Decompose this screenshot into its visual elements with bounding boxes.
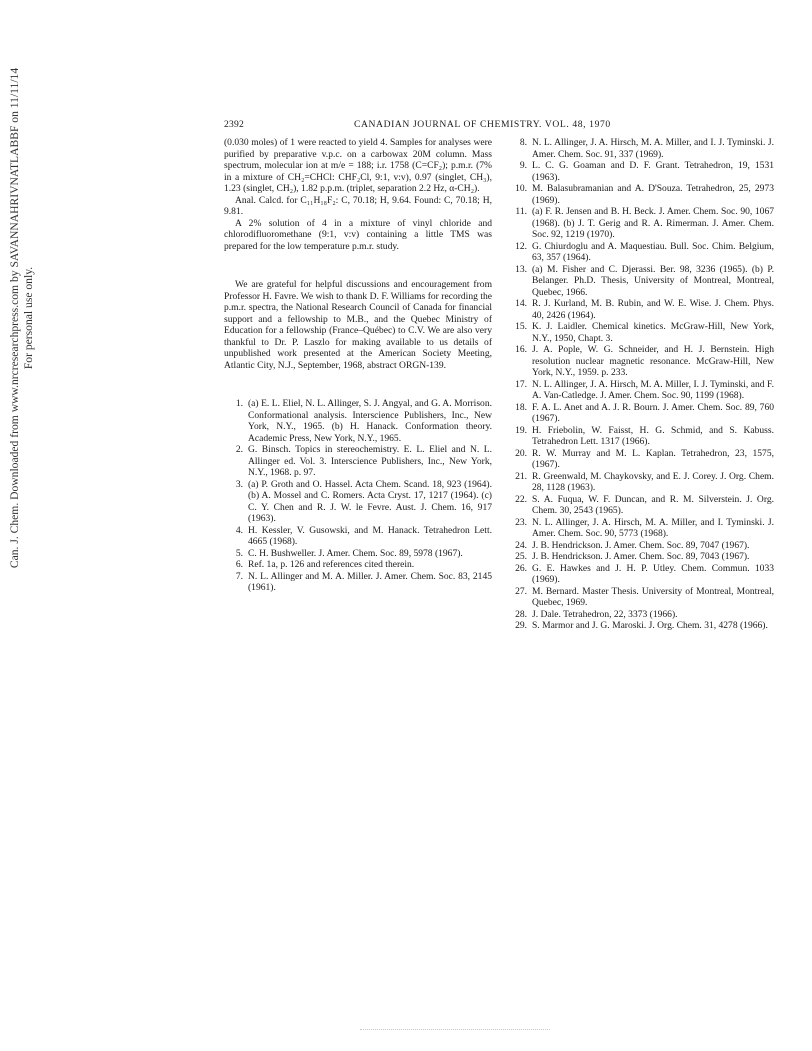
reference-text: N. L. Allinger, J. A. Hirsch, M. A. Miller, I. J. Tyminski, and F. A. Van-Catledge. J. Amer. Chem. Soc. 90, 1199 (1968).	[532, 378, 774, 401]
reference-number: 11.	[515, 206, 527, 217]
reference-item	[508, 540, 774, 552]
experimental-paragraph: (0.030 moles) of 1 were reacted to yield 4. Samples for analyses were purified by preparative v.p.c. on a carbowax 20M column. Mass spectrum, molecular ion at m/e = 188; i.r. 1758 (C=CF₂); p.m.r. (7% in a mixture of CH₂=CHCl: CHF₂Cl, 9:1, v:v), 0.97 (singlet, CH₃), 1.23 (singlet, CH₂), 1.82 p.p.m. (triplet, separation 2.2 Hz, α-CH₂).	[224, 137, 492, 194]
reference-text: M. Bernard. Master Thesis. University of Montreal, Montreal, Quebec, 1969.	[532, 585, 774, 608]
reference-item	[508, 448, 774, 471]
reference-text: R. W. Murray and M. L. Kaplan. Tetrahedron, 23, 1575, (1967).	[532, 447, 774, 470]
reference-text: S. Marmor and J. G. Maroski. J. Org. Chem. 31, 4278 (1966).	[532, 620, 768, 631]
reference-item	[508, 241, 774, 264]
reference-number: 7.	[235, 570, 243, 582]
journal-title: CANADIAN JOURNAL OF CHEMISTRY. VOL. 48, 1970	[354, 119, 611, 130]
reference-item	[508, 344, 774, 379]
reference-item	[508, 494, 774, 517]
reference-item	[508, 425, 774, 448]
reference-text: J. Dale. Tetrahedron, 22, 3373 (1966).	[532, 608, 678, 620]
reference-item	[224, 444, 492, 479]
reference-number: 24.	[515, 539, 527, 551]
reference-text: M. Balasubramanian and A. D'Souza. Tetrahedron, 25, 2973 (1969).	[532, 183, 774, 206]
reference-text: J. B. Hendrickson. J. Amer. Chem. Soc. 89, 7047 (1967).	[532, 539, 750, 551]
reference-text: H. Kessler, V. Gusowski, and M. Hanack. Tetrahedron Lett. 4665 (1968).	[248, 524, 492, 547]
reference-number: 14.	[515, 298, 527, 309]
reference-text: L. C. G. Goaman and D. F. Grant. Tetrahedron, 19, 1531 (1963).	[532, 160, 774, 183]
download-watermark	[2, 0, 42, 1051]
reference-number: 20.	[515, 447, 527, 459]
reference-item	[508, 517, 774, 540]
reference-text: G. E. Hawkes and J. H. P. Utley. Chem. Commun. 1033 (1969).	[532, 562, 774, 585]
reference-item	[224, 398, 492, 444]
reference-item	[508, 321, 774, 344]
reference-number: 4.	[235, 524, 243, 536]
left-column	[224, 137, 492, 594]
reference-text: (a) M. Fisher and C. Djerassi. Ber. 98, 3236 (1965). (b) P. Belanger. Ph.D. Thesis, University of Montreal, Montreal, Quebec, 1966.	[532, 263, 774, 298]
reference-text: K. J. Laidler. Chemical kinetics. McGraw-Hill, New York, N.Y., 1950, Chapt. 3.	[532, 321, 774, 344]
acknowledgements: We are grateful for helpful discussions and encouragement from Professor H. Favre. We wish to thank D. F. Williams for recording the p.m.r. spectra, the National Research Council of Canada for financial support and a fellowship to M.B., and the Quebec Ministry of Education for a fellowship (France–Québec) to C.V. We are also very thankful to Dr. P. Laszlo for making available to us details of unpublished work presented at the American Society Meeting, Atlantic City, N.J., September, 1968, abstract ORGN-139.	[224, 279, 492, 371]
reference-number: 29.	[515, 620, 527, 631]
reference-number: 18.	[515, 401, 527, 413]
reference-number: 5.	[235, 547, 243, 559]
reference-list-left	[224, 398, 492, 594]
reference-text: R. J. Kurland, M. B. Rubin, and W. E. Wise. J. Chem. Phys. 40, 2426 (1964).	[532, 298, 774, 321]
reference-number: 21.	[515, 470, 527, 482]
right-column	[508, 137, 774, 632]
reference-number: 22.	[515, 493, 527, 505]
reference-item	[224, 548, 492, 560]
reference-text: G. Chiurdoglu and A. Maquestiau. Bull. Soc. Chim. Belgium, 63, 357 (1964).	[532, 240, 774, 263]
reference-item	[508, 620, 774, 632]
reference-number: 9.	[519, 160, 527, 171]
reference-number: 16.	[515, 344, 527, 355]
reference-text: H. Friebolin, W. Faisst, H. G. Schmid, and S. Kabuss. Tetrahedron Lett. 1317 (1966).	[532, 424, 774, 447]
reference-number: 25.	[515, 551, 527, 562]
scan-artifact	[360, 1029, 550, 1031]
reference-item	[508, 264, 774, 299]
reference-text: N. L. Allinger, J. A. Hirsch, M. A. Miller, and I. Tyminski. J. Amer. Chem. Soc. 90, 5773 (1968).	[532, 516, 774, 539]
reference-number: 2.	[235, 444, 243, 455]
reference-number: 8.	[519, 137, 527, 148]
reference-item	[508, 563, 774, 586]
reference-text: J. A. Pople, W. G. Schneider, and H. J. Bernstein. High resolution nuclear magnetic resonance. McGraw-Hill, New York, N.Y., 1959. p. 233.	[532, 344, 774, 378]
reference-text: J. B. Hendrickson. J. Amer. Chem. Soc. 89, 7043 (1967).	[532, 551, 750, 562]
reference-number: 13.	[515, 263, 527, 275]
reference-item	[508, 160, 774, 183]
watermark-line-1: Can. J. Chem. Downloaded from www.nrcresearchpress.com by SAVANNAHRIVNATLABBF on 11/11/14	[8, 67, 21, 569]
analysis-paragraph: Anal. Calcd. for C₁₁H₁₈F₂: C, 70.18; H, 9.64. Found: C, 70.18; H, 9.81.	[224, 194, 492, 217]
reference-text: R. Greenwald, M. Chaykovsky, and E. J. Corey. J. Org. Chem. 28, 1128 (1963).	[532, 470, 774, 493]
reference-number: 23.	[515, 516, 527, 528]
reference-number: 12.	[515, 240, 527, 252]
reference-number: 3.	[235, 478, 243, 490]
reference-item	[224, 525, 492, 548]
watermark-line-2: For personal use only.	[22, 266, 35, 370]
reference-text: (a) F. R. Jensen and B. H. Beck. J. Amer. Chem. Soc. 90, 1067 (1968). (b) J. T. Gerig and R. A. Rimerman. J. Amer. Chem. Soc. 92, 1219 (1970).	[532, 206, 774, 240]
reference-number: 10.	[515, 183, 527, 194]
reference-text: N. L. Allinger, J. A. Hirsch, M. A. Miller, and I. J. Tyminski. J. Amer. Chem. Soc. 91, 337 (1969).	[532, 137, 774, 160]
reference-number: 1.	[235, 398, 243, 409]
reference-item	[508, 586, 774, 609]
reference-text: N. L. Allinger and M. A. Miller. J. Amer. Chem. Soc. 83, 2145 (1961).	[248, 570, 492, 593]
reference-number: 27.	[515, 585, 527, 597]
reference-text: (a) P. Groth and O. Hassel. Acta Chem. Scand. 18, 923 (1964). (b) A. Mossel and C. Romers. Acta Cryst. 17, 1217 (1964). (c) C. Y. Chen and R. J. W. le Fevre. Aust. J. Chem. 16, 917 (1963).	[248, 478, 492, 524]
running-header	[224, 119, 774, 133]
solution-paragraph: A 2% solution of 4 in a mixture of vinyl chloride and chlorodifluoromethane (9:1, v:v) containing a little TMS was prepared for the low temperature p.m.r. study.	[224, 217, 492, 252]
reference-item	[224, 479, 492, 525]
reference-item	[508, 137, 774, 160]
reference-text: G. Binsch. Topics in stereochemistry. E. L. Eliel and N. L. Allinger ed. Vol. 3. Interscience Publishers, Inc., New York, N.Y., 1968. p. 97.	[248, 444, 492, 478]
reference-number: 15.	[515, 321, 527, 332]
reference-item	[508, 402, 774, 425]
reference-number: 17.	[515, 378, 527, 390]
reference-list-right	[508, 137, 774, 632]
reference-item	[224, 559, 492, 571]
reference-text: C. H. Bushweller. J. Amer. Chem. Soc. 89, 5978 (1967).	[248, 547, 463, 559]
reference-item	[508, 609, 774, 621]
reference-text: F. A. L. Anet and A. J. R. Bourn. J. Amer. Chem. Soc. 89, 760 (1967).	[532, 401, 774, 424]
reference-item	[508, 471, 774, 494]
reference-item	[508, 379, 774, 402]
page-number: 2392	[224, 119, 244, 130]
reference-item	[508, 206, 774, 241]
reference-text: S. A. Fuqua, W. F. Duncan, and R. M. Silverstein. J. Org. Chem. 30, 2543 (1965).	[532, 493, 774, 516]
reference-number: 19.	[515, 424, 527, 436]
reference-item	[224, 571, 492, 594]
reference-item	[508, 183, 774, 206]
reference-text: (a) E. L. Eliel, N. L. Allinger, S. J. Angyal, and G. A. Morrison. Conformational analysis. Interscience Publishers, Inc., New York, N.Y., 1965. (b) H. Hanack. Conformation theory. Academic Press, New York, N.Y., 1965.	[248, 398, 492, 444]
reference-item	[508, 551, 774, 563]
reference-text: Ref. 1a, p. 126 and references cited therein.	[248, 559, 415, 570]
reference-number: 6.	[235, 559, 243, 570]
reference-number: 26.	[515, 562, 527, 574]
reference-item	[508, 298, 774, 321]
reference-number: 28.	[515, 608, 527, 620]
